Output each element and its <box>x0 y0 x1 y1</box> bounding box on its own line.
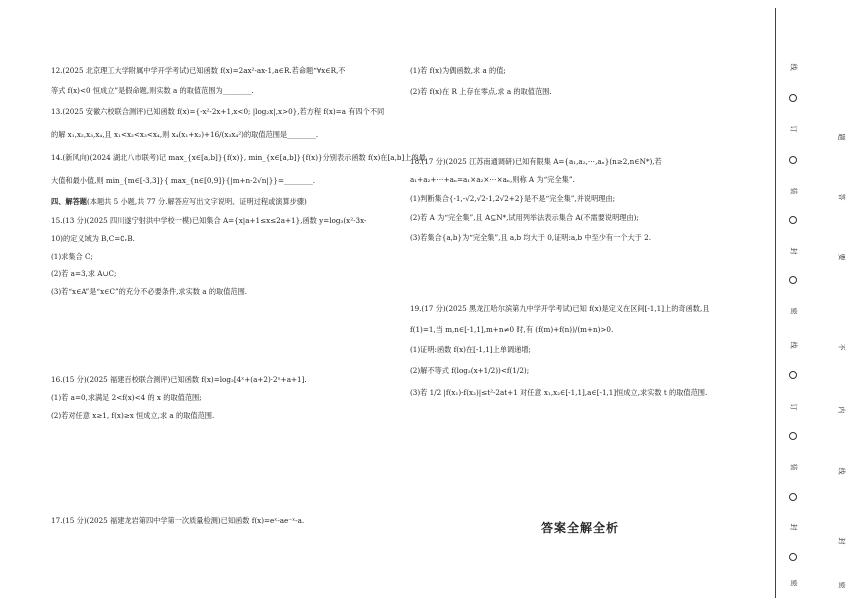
binding-char: 不 <box>837 343 846 351</box>
q15-line2: 10)的定义域为 B,C=∁ᵣB. <box>51 234 135 243</box>
q18-part3: (3)若集合{a,b}为“完全集”,且 a,b 均大于 0,证明:a,b 中至少有一个大于 2. <box>410 233 651 242</box>
q17-line1: 17.(15 分)(2025 福建龙岩第四中学第一次质量检测)已知函数 f(x)=eˣ-ae⁻ˣ-a. <box>51 516 305 525</box>
binding-char: 密 <box>789 579 798 587</box>
q15-part2: (2)若 a=3,求 A∪C; <box>51 269 117 278</box>
binding-char: 封 <box>837 537 846 545</box>
binding-char: 封 <box>789 523 798 531</box>
binding-char: 内 <box>837 406 846 414</box>
binding-line <box>775 8 776 598</box>
binding-hole <box>789 493 797 501</box>
binding-char: 答 <box>837 193 846 201</box>
q18-part1: (1)判断集合{-1,-√2,√2-1,2√2+2}是不是“完全集”,并说明理由; <box>410 194 616 203</box>
binding-char: 线 <box>789 341 798 349</box>
q12-line1: 12.(2025 北京理工大学附属中学开学考试)已知函数 f(x)=2ax²-ax-1,a∈R.若命题“∀x∈R,不 <box>51 66 346 75</box>
q17-part2: (2)若 f(x)在 R 上存在零点,求 a 的取值范围. <box>410 87 552 96</box>
q18-part2: (2)若 A 为“完全集”,且 A⊆N*,试用列举法表示集合 A(不需要说明理由); <box>410 213 639 222</box>
binding-char: 订 <box>789 125 798 133</box>
answer-section-title: 答案全解全析 <box>541 521 620 535</box>
q15-part1: (1)求集合 C; <box>51 252 93 261</box>
binding-hole <box>789 432 797 440</box>
q16-line1: 16.(15 分)(2025 福建百校联合测评)已知函数 f(x)=log₂[4ˣ+(a+2)·2ˣ+a+1]. <box>51 375 307 384</box>
binding-hole <box>789 216 797 224</box>
q19-line2: f(1)=1,当 m,n∈[-1,1],m+n≠0 时,有 (f(m)+f(n))/(m+n)>0. <box>410 325 614 334</box>
q19-line1: 19.(17 分)(2025 黑龙江哈尔滨第九中学开学考试)已知 f(x)是定义在区间[-1,1]上的奇函数,且 <box>410 304 710 313</box>
q15-part3: (3)若“x∈A”是“x∈C”的充分不必要条件,求实数 a 的取值范围. <box>51 287 248 296</box>
section-desc: (本题共 5 小题,共 77 分.解答应写出文字说明、证明过程或演算步骤) <box>86 197 307 206</box>
q13-line1: 13.(2025 安徽六校联合测评)已知函数 f(x)={-x²-2x+1,x<0; |log₂x|,x>0},若方程 f(x)=a 有四个不同 <box>51 107 385 116</box>
q19-part1: (1)证明:函数 f(x)在[-1,1]上单调递增; <box>410 345 531 354</box>
q14-line1: 14.(新风向)(2024 湖北八市联考)记 max_{x∈[a,b]}{f(x)}, min_{x∈[a,b]}{f(x)}分别表示函数 f(x)在[a,b]上的最 <box>51 153 426 162</box>
binding-char: 题 <box>837 133 846 141</box>
q19-part2: (2)解不等式 f(log₂(x+1/2))<f(1/2); <box>410 366 530 375</box>
section-title: 四、解答题 <box>51 197 87 206</box>
binding-char: 线 <box>837 467 846 475</box>
binding-char: 要 <box>837 253 846 261</box>
q16-part1: (1)若 a=0,求满足 2<f(x)<4 的 x 的取值范围; <box>51 393 202 402</box>
q19-part3: (3)若 1/2 |f(x₁)-f(x₂)|≤t²-2at+1 对任意 x₁,x₂∈[-1,1],a∈[-1,1]恒成立,求实数 t 的取值范围. <box>410 388 708 397</box>
q12-line2: 等式 f(x)<0 恒成立”是假命题,则实数 a 的取值范围为________. <box>51 86 254 95</box>
q15-line1: 15.(13 分)(2025 四川遂宁射洪中学校一模)已知集合 A={x|a+1≤x≤2a+1},函数 y=log₃(x²-3x- <box>51 216 367 225</box>
q13-line2: 的解 x₁,x₂,x₃,x₄,且 x₁<x₂<x₃<x₄,则 x₄(x₁+x₂)+16/(x₃x₄²)的取值范围是________. <box>51 130 319 139</box>
binding-hole <box>789 553 797 561</box>
binding-char: 封 <box>789 247 798 255</box>
binding-char: 装 <box>789 187 798 195</box>
q16-part2: (2)若对任意 x≥1, f(x)≥x 恒成立,求 a 的取值范围. <box>51 411 215 420</box>
binding-char: 装 <box>789 463 798 471</box>
q17-part1: (1)若 f(x)为偶函数,求 a 的值; <box>410 66 506 75</box>
binding-char: 订 <box>789 403 798 411</box>
binding-hole <box>789 156 797 164</box>
q18-line1: 18.(17 分)(2025 江苏南通调研)已知有限集 A={a₁,a₂,⋯,aₙ}(n≥2,n∈N*),若 <box>410 157 662 166</box>
binding-char: 密 <box>789 307 798 315</box>
section-heading <box>51 196 307 208</box>
binding-hole <box>789 94 797 102</box>
binding-char: 密 <box>837 581 846 589</box>
binding-hole <box>789 276 797 284</box>
q18-line2: a₁+a₂+⋯+aₙ=a₁×a₂×⋯×aₙ,则称 A 为“完全集”. <box>410 175 575 184</box>
binding-char: 线 <box>789 63 798 71</box>
q14-line2: 大值和最小值,则 min_{m∈[-3,3]}{ max_{n∈[0,9]}{|m+n-2√n|}}=________. <box>51 176 316 185</box>
binding-hole <box>789 371 797 379</box>
